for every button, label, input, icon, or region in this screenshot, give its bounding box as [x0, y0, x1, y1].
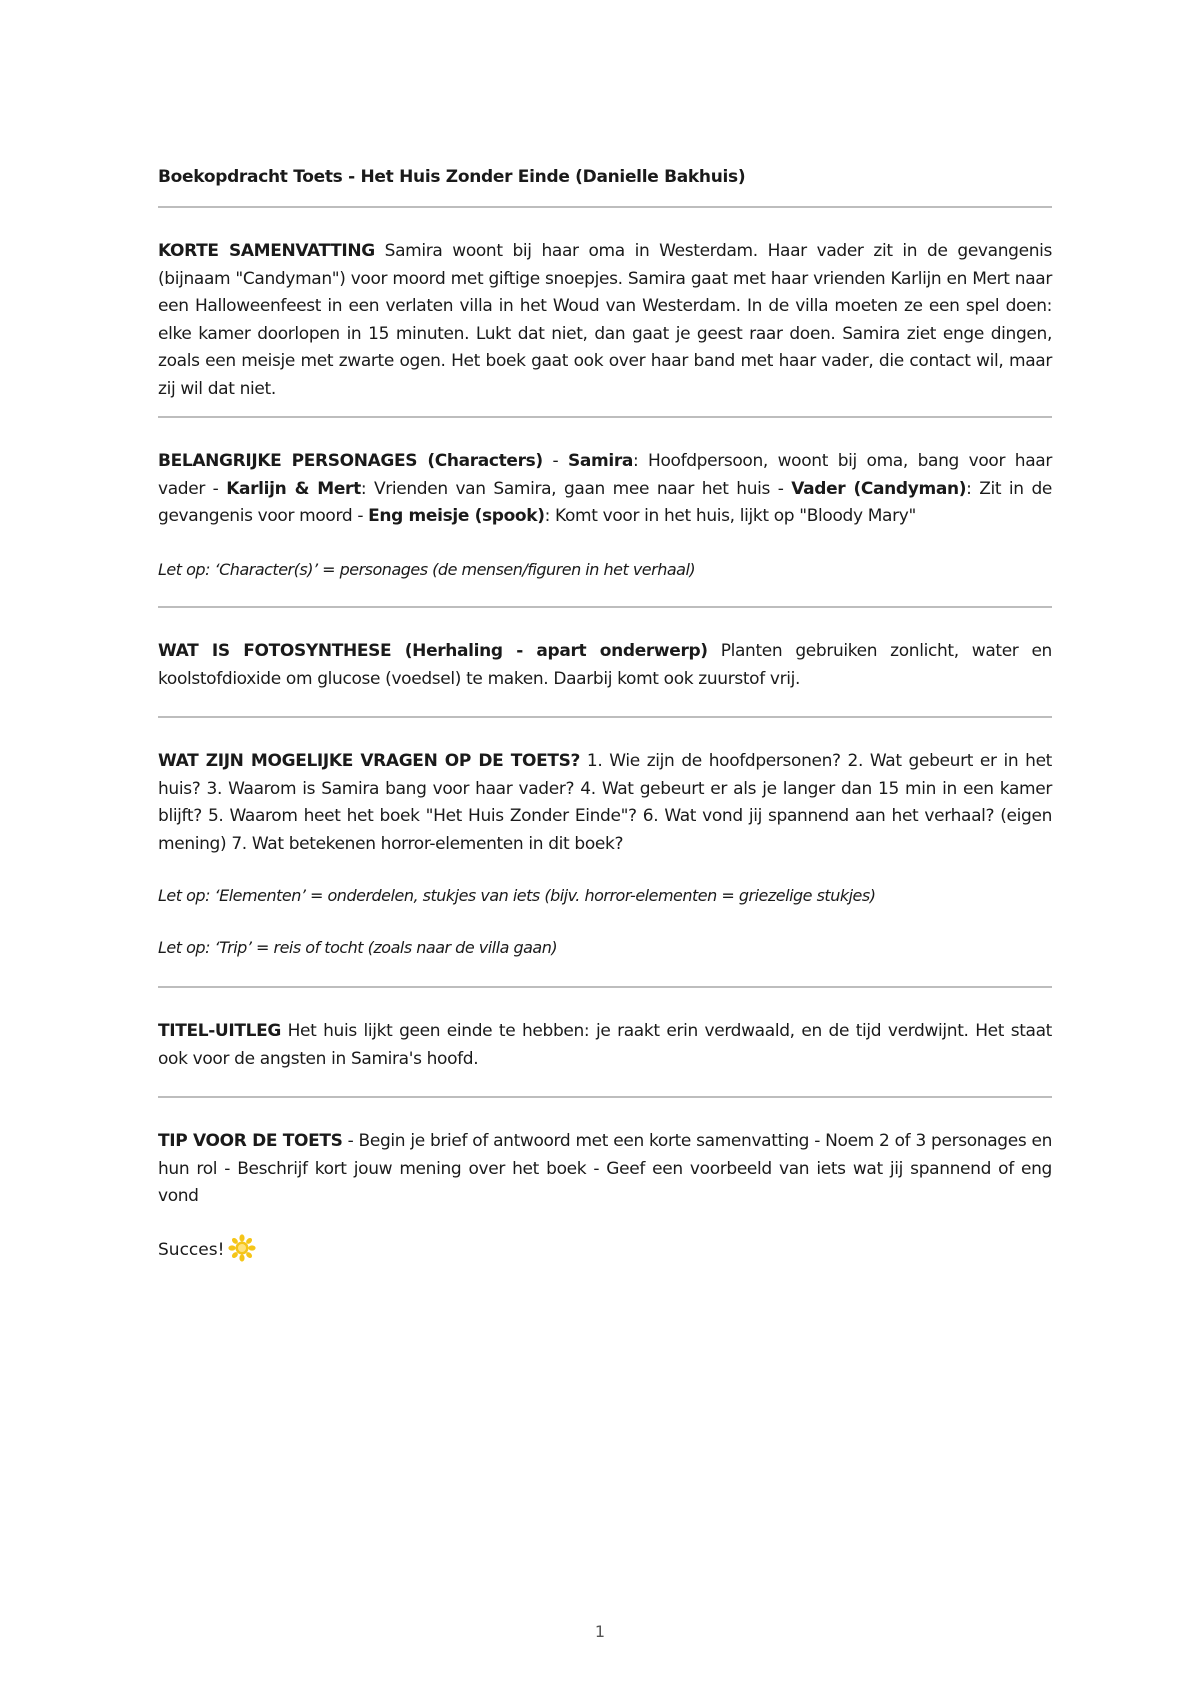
tip-paragraph: [158, 1128, 1052, 1211]
photosynthesis-text: Planten gebruiken zonlicht, water en koolstofdioxide om glucose (voedsel) te maken. Daarbij komt ook zuurstof vrij.: [158, 641, 1052, 689]
character-description: : Vrienden van Samira, gaan mee naar het huis -: [360, 478, 792, 499]
tip-text: - Begin je brief of antwoord met een korte samenvatting - Noem 2 of 3 personages en hun rol - Beschrijf kort jouw mening over het boek - Geef een voorbeeld van iets wat jij spannend of eng vond: [158, 1131, 1052, 1206]
horizontal-rule: [158, 416, 1052, 418]
separator: -: [542, 451, 568, 471]
horizontal-rule: [158, 986, 1052, 988]
title-explanation-heading: TITEL-UITLEG: [158, 1021, 281, 1041]
trip-note: Let op: ‘Trip’ = reis of tocht (zoals naar de villa gaan): [158, 938, 558, 957]
character-name: Samira: [567, 451, 633, 471]
sun-emoji-icon: [228, 1234, 256, 1262]
summary-heading: KORTE SAMENVATTING: [158, 241, 375, 261]
character-name: Vader (Candyman): [791, 478, 967, 499]
horizontal-rule: [158, 716, 1052, 718]
character-description: : Hoofdpersoon, woont bij oma, bang voor haar vader -: [158, 451, 1052, 499]
photosynthesis-section: [158, 638, 1052, 693]
questions-heading: WAT ZIJN MOGELIJKE VRAGEN OP DE TOETS?: [158, 751, 581, 771]
characters-note: Let op: ‘Character(s)’ = personages (de mensen/figuren in het verhaal): [158, 559, 696, 579]
characters-section: [158, 448, 1052, 583]
title-explanation-section: [158, 1018, 1052, 1073]
character-description: : Zit in de gevangenis voor moord -: [158, 478, 1052, 526]
characters-paragraph: [158, 448, 1052, 531]
tip-heading: TIP VOOR DE TOETS: [158, 1131, 343, 1151]
page-number: 1: [594, 1622, 606, 1641]
character-name: Eng meisje (spook): [368, 506, 545, 526]
summary-text: Samira woont bij haar oma in Westerdam. Haar vader zit in de gevangenis (bijnaam "Candyman") voor moord met giftige snoepjes. Samira gaat met haar vrienden Karlijn en Mert naar een Halloweenfeest in een verlaten villa in het Woud van Westerdam. In de villa moeten ze een spel doen: elke kamer doorlopen in 15 minuten. Lukt dat niet, dan gaat je geest raar doen. Samira ziet enge dingen, zoals een meisje met zwarte ogen. Het boek gaat ook over haar band met haar vader, die contact wil, maar zij wil dat niet.: [158, 241, 1052, 399]
summary-section: [158, 238, 1052, 403]
closing-line: [158, 1234, 1052, 1264]
questions-section: [158, 748, 1052, 961]
horizontal-rule: [158, 206, 1052, 208]
photosynthesis-heading: WAT IS FOTOSYNTHESE (Herhaling - apart onderwerp): [158, 641, 708, 661]
elements-note: Let op: ‘Elementen’ = onderdelen, stukjes van iets (bijv. horror-elementen = griezelige stukjes): [158, 886, 876, 905]
tip-section: [158, 1128, 1052, 1264]
characters-heading: BELANGRIJKE PERSONAGES (Characters): [158, 451, 543, 471]
closing-text: Succes!: [158, 1239, 225, 1260]
photosynthesis-paragraph: [158, 638, 1052, 693]
horizontal-rule: [158, 1096, 1052, 1098]
character-name: Karlijn & Mert: [226, 478, 361, 499]
summary-paragraph: [158, 238, 1052, 403]
horizontal-rule: [158, 606, 1052, 608]
questions-text: 1. Wie zijn de hoofdpersonen? 2. Wat gebeurt er in het huis? 3. Waarom is Samira bang voor haar vader? 4. Wat gebeurt er als je langer dan 15 min in een kamer blijft? 5. Waarom heet het boek "Het Huis Zonder Einde"? 6. Wat vond jij spannend aan het verhaal? (eigen mening) 7. Wat betekenen horror-elementen in dit boek?: [158, 751, 1052, 854]
title-explanation-paragraph: [158, 1018, 1052, 1073]
questions-paragraph: [158, 748, 1052, 858]
title-explanation-text: Het huis lijkt geen einde te hebben: je raakt erin verdwaald, en de tijd verdwijnt. Het staat ook voor de angsten in Samira's hoofd.: [158, 1021, 1052, 1069]
character-description: : Komt voor in het huis, lijkt op "Bloody Mary": [544, 506, 916, 526]
document-title: Boekopdracht Toets - Het Huis Zonder Einde (Danielle Bakhuis): [158, 167, 746, 187]
